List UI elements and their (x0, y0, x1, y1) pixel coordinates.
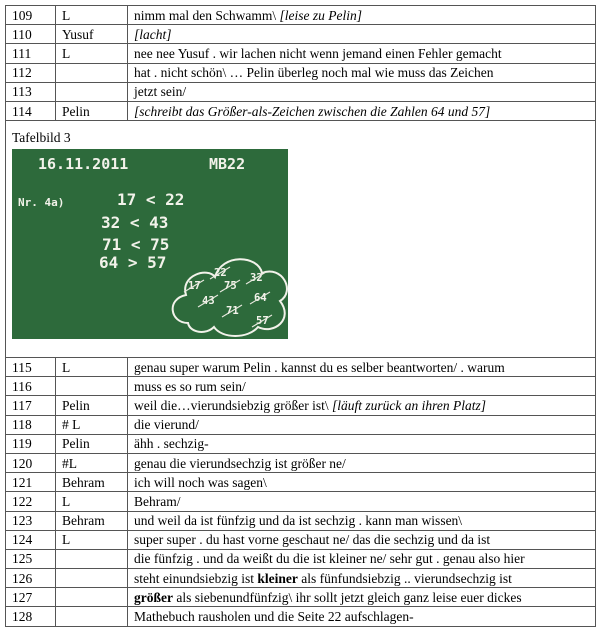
board-task: Nr. 4a) (18, 196, 65, 209)
table-row (6, 607, 596, 626)
speaker: L (56, 6, 128, 25)
utterance (128, 453, 596, 472)
utterance-note: [leise zu Pelin] (279, 7, 362, 23)
utterance-text: genau super warum Pelin . kannst du es selber beantworten/ . warum (134, 359, 505, 375)
speaker: Behram (56, 511, 128, 530)
table-row (6, 453, 596, 472)
utterance-text: ich will noch was sagen\ (134, 474, 267, 490)
utterance-text: die fünfzig . und da weißt du die ist kleiner ne/ sehr gut . genau also hier (134, 551, 525, 567)
utterance-text: ähh . sechzig- (134, 436, 209, 452)
speaker: Pelin (56, 101, 128, 120)
speaker: L (56, 492, 128, 511)
line-number: 120 (6, 453, 56, 472)
utterance (128, 569, 596, 588)
speaker (56, 63, 128, 82)
board-comparison: 64 > 57 (99, 253, 167, 272)
line-number: 126 (6, 569, 56, 588)
utterance (128, 396, 596, 415)
line-number: 125 (6, 549, 56, 568)
table-row (6, 434, 596, 453)
line-number: 118 (6, 415, 56, 434)
table-row (6, 44, 596, 63)
cloud-number: 32 (250, 272, 263, 284)
board-comparison: 32 < 43 (101, 213, 169, 232)
board-comparison: 17 < 22 (117, 190, 185, 209)
utterance (128, 82, 596, 101)
utterance (128, 511, 596, 530)
utterance-note: [läuft zurück an ihren Platz] (331, 397, 486, 413)
line-number: 110 (6, 25, 56, 44)
board-date: 16.11.2011 (38, 155, 129, 173)
cloud-number: 71 (226, 305, 239, 317)
utterance (128, 6, 596, 25)
table-row (6, 63, 596, 82)
transcript-table-bottom (5, 357, 596, 627)
speaker (56, 549, 128, 568)
line-number: 112 (6, 63, 56, 82)
speaker: L (56, 44, 128, 63)
utterance (128, 473, 596, 492)
line-number: 109 (6, 6, 56, 25)
speaker: Pelin (56, 396, 128, 415)
table-row (6, 569, 596, 588)
speaker (56, 588, 128, 607)
speaker: #L (56, 453, 128, 472)
table-row (6, 25, 596, 44)
utterance (128, 44, 596, 63)
utterance-text: als fünfundsiebzig .. vierundsechzig ist (297, 570, 512, 586)
utterance-text: muss es so rum sein/ (134, 378, 246, 394)
utterance-text: weil die…vierundsiebzig größer ist\ (134, 397, 332, 413)
line-number: 127 (6, 588, 56, 607)
utterance-text: steht einundsiebzig ist (134, 570, 258, 586)
line-number: 124 (6, 530, 56, 549)
utterance-note: [schreibt das Größer-als-Zeichen zwischen die Zahlen 64 und 57] (134, 103, 491, 119)
utterance-text: Behram/ (134, 493, 181, 509)
table-row (6, 396, 596, 415)
chalkboard-image (12, 149, 288, 339)
line-number: 121 (6, 473, 56, 492)
figure-caption: Tafelbild 3 (12, 130, 71, 145)
cloud-number: 43 (202, 295, 215, 307)
line-number: 117 (6, 396, 56, 415)
utterance-text: nee nee Yusuf . wir lachen nicht wenn jemand einen Fehler gemacht (134, 45, 502, 61)
table-row (6, 358, 596, 377)
table-row (6, 530, 596, 549)
utterance (128, 492, 596, 511)
utterance (128, 25, 596, 44)
cloud-outline (173, 259, 287, 336)
line-number: 113 (6, 82, 56, 101)
utterance-text: als siebenundfünfzig\ ihr sollt jetzt gleich ganz leise euer dickes (172, 589, 522, 605)
utterance (128, 530, 596, 549)
utterance-text: nimm mal den Schwamm\ (134, 7, 280, 23)
utterance-text: genau die vierundsechzig ist größer ne/ (134, 455, 346, 471)
line-number: 119 (6, 434, 56, 453)
table-row (6, 549, 596, 568)
utterance (128, 588, 596, 607)
utterance-text: Mathebuch rausholen und die Seite 22 aufschlagen- (134, 609, 414, 625)
table-row (6, 415, 596, 434)
line-number: 111 (6, 44, 56, 63)
utterance-text: super super . du hast vorne geschaut ne/ das die sechzig und da ist (134, 532, 491, 548)
table-row (6, 6, 596, 25)
table-row (6, 511, 596, 530)
utterance (128, 434, 596, 453)
speaker: Pelin (56, 434, 128, 453)
speaker (56, 82, 128, 101)
cloud-number: 57 (256, 315, 269, 327)
utterance (128, 415, 596, 434)
utterance-text: jetzt sein/ (134, 84, 187, 100)
cloud-number: 64 (254, 292, 267, 304)
line-number: 114 (6, 101, 56, 120)
speaker (56, 569, 128, 588)
line-number: 123 (6, 511, 56, 530)
utterance-emphasis: kleiner (257, 570, 298, 586)
utterance (128, 358, 596, 377)
cloud-number: 75 (224, 280, 237, 292)
cloud-number: 17 (188, 280, 201, 292)
speaker: Behram (56, 473, 128, 492)
line-number: 128 (6, 607, 56, 626)
transcript-table-top (5, 5, 596, 121)
speaker: Yusuf (56, 25, 128, 44)
utterance-note: [lacht] (134, 26, 172, 42)
utterance-emphasis: größer (134, 589, 173, 605)
utterance-text: hat . nicht schön\ … Pelin überleg noch mal wie muss das Zeichen (134, 65, 494, 81)
utterance-text: die vierund/ (134, 417, 199, 433)
table-row (6, 492, 596, 511)
utterance (128, 63, 596, 82)
speaker (56, 377, 128, 396)
line-number: 115 (6, 358, 56, 377)
utterance-text: und weil da ist fünfzig und da ist sechzig . kann man wissen\ (134, 513, 463, 529)
line-number: 122 (6, 492, 56, 511)
speaker: L (56, 358, 128, 377)
board-comparison: 71 < 75 (102, 235, 170, 254)
board-class: MB22 (209, 155, 246, 173)
table-row (6, 588, 596, 607)
speaker: # L (56, 415, 128, 434)
cloud-number: 22 (214, 267, 227, 279)
utterance (128, 377, 596, 396)
table-row (6, 473, 596, 492)
table-row (6, 82, 596, 101)
utterance (128, 549, 596, 568)
utterance (128, 607, 596, 626)
table-row (6, 377, 596, 396)
speaker (56, 607, 128, 626)
speaker: L (56, 530, 128, 549)
line-number: 116 (6, 377, 56, 396)
